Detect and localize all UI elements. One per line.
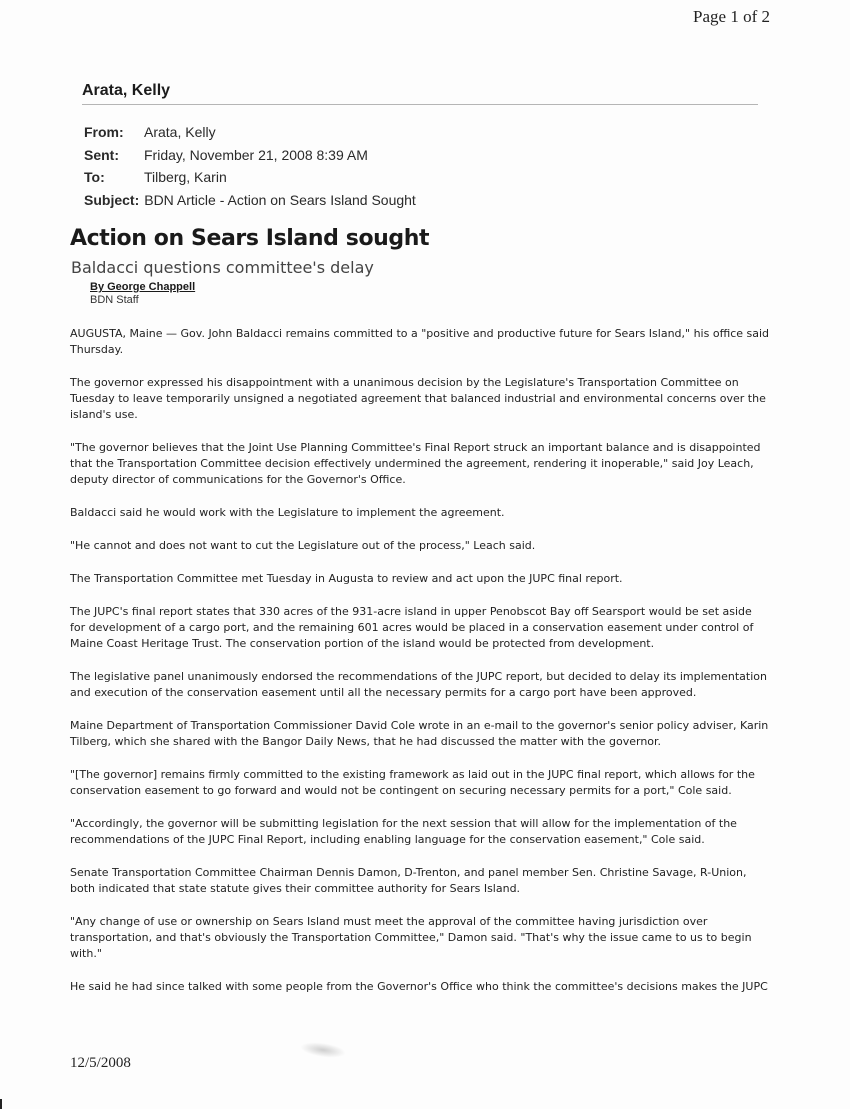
article-paragraph: Senate Transportation Committee Chairman Dennis Damon, D-Trenton, and panel member Sen. Christine Savage, R-Union, both indicated that state statute gives their committee authority for Sears Island.	[70, 866, 747, 895]
to-row	[84, 166, 416, 189]
print-date: 12/5/2008	[70, 1055, 131, 1071]
sent-label: Sent:	[84, 146, 119, 163]
article-paragraph: "The governor believes that the Joint Use Planning Committee's Final Report struck an important balance and is disappointed that the Transportation Committee decision effectively undermined the agreement, rendering it inoperable," said Joy Leach, deputy director of communications for the Governor's Office.	[70, 441, 761, 486]
article-byline	[90, 281, 195, 307]
article-body	[70, 326, 770, 1012]
subject-value: BDN Article - Action on Sears Island Sought	[144, 191, 416, 208]
article-paragraph: "[The governor] remains firmly committed to the existing framework as laid out in the JUPC final report, which allows for the conservation easement to go forward and would not be contingent on securing necessary permits for a port," Cole said.	[70, 768, 755, 797]
article-paragraph: The legislative panel unanimously endorsed the recommendations of the JUPC report, but decided to delay its implementation and execution of the conservation easement until all the necessary permits for a cargo port have been approved.	[70, 670, 767, 699]
article-paragraph: Baldacci said he would work with the Legislature to implement the agreement.	[70, 506, 505, 519]
sender-name: Arata, Kelly	[82, 82, 171, 99]
page-number: Page 1 of 2	[693, 7, 770, 26]
article-headline: Action on Sears Island sought	[70, 226, 430, 251]
byline-org: BDN Staff	[90, 294, 139, 306]
from-label: From:	[84, 124, 124, 140]
article-paragraph: The Transportation Committee met Tuesday in Augusta to review and act upon the JUPC final report.	[70, 572, 623, 585]
article-subhead: Baldacci questions committee's delay	[71, 258, 374, 277]
sent-row	[84, 144, 416, 167]
to-label: To:	[84, 169, 105, 185]
header-divider	[82, 104, 758, 105]
scan-edge-mark	[0, 1099, 2, 1109]
article-paragraph: He said he had since talked with some people from the Governor's Office who think the committee's decisions makes the JUPC	[70, 980, 768, 993]
article-paragraph: The JUPC's final report states that 330 acres of the 931-acre island in upper Penobscot Bay off Searsport would be set aside for development of a cargo port, and the remaining 601 acres would be placed in a conservation easement under control of Maine Coast Heritage Trust. The conservation portion of the island would be protected from development.	[70, 605, 754, 650]
article-paragraph: AUGUSTA, Maine — Gov. John Baldacci remains committed to a "positive and productive future for Sears Island," his office said Thursday.	[70, 327, 770, 356]
email-meta	[84, 121, 416, 211]
from-row	[84, 121, 416, 144]
sender-header	[82, 82, 758, 105]
article-paragraph: "Any change of use or ownership on Sears Island must meet the approval of the committee having jurisdiction over transportation, and that's obviously the Transportation Committee," Damon said. "That's why the issue came to us to begin with."	[70, 915, 752, 960]
article-paragraph: Maine Department of Transportation Commissioner David Cole wrote in an e-mail to the governor's senior policy adviser, Karin Tilberg, which she shared with the Bangor Daily News, that he had discussed the matter with the governor.	[70, 719, 769, 748]
subject-row	[84, 189, 416, 212]
to-value: Tilberg, Karin	[144, 169, 227, 185]
subject-label: Subject:	[84, 191, 140, 208]
from-value: Arata, Kelly	[144, 124, 216, 140]
scan-smudge	[299, 1040, 347, 1060]
article-paragraph: "Accordingly, the governor will be submitting legislation for the next session that will allow for the implementation of the recommendations of the JUPC Final Report, including enabling language for the conservation easement," Cole said.	[70, 817, 737, 846]
sent-value: Friday, November 21, 2008 8:39 AM	[144, 146, 368, 163]
article-paragraph: The governor expressed his disappointment with a unanimous decision by the Legislature's Transportation Committee on Tuesday to leave temporarily unsigned a negotiated agreement that balanced industrial and environmental concerns over the island's use.	[70, 376, 766, 421]
byline-author: By George Chappell	[90, 281, 196, 293]
article-paragraph: "He cannot and does not want to cut the Legislature out of the process," Leach said.	[70, 539, 536, 552]
